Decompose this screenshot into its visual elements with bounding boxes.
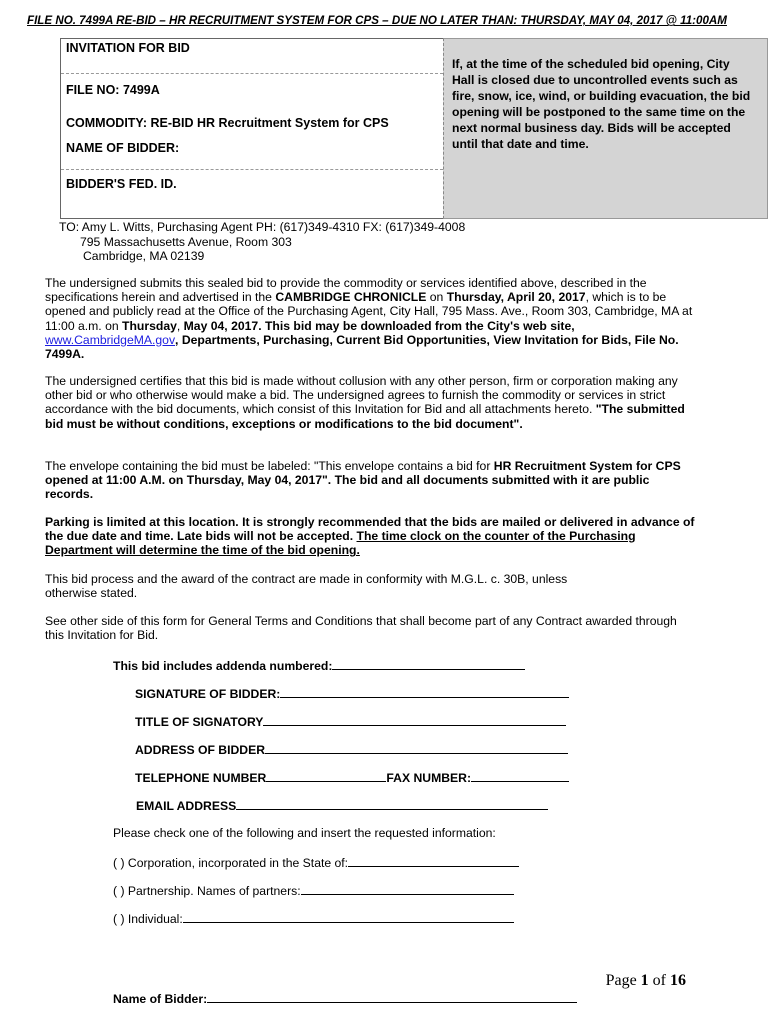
paragraph-certification: The undersigned certifies that this bid is made without collusion with any other person, firm or corporation making any other bid or who otherwise would make a bid. The undersigned agrees to furnish the commodity or services in strict accordance with the bid documents, which consist of this Invitation for Bid and all attachments hereto. "The submitted bid must be without conditions, exceptions or modifications to the bid document". (45, 374, 685, 431)
paragraph-envelope: The envelope containing the bid must be labeled: "This envelope contains a bid for HR Recruitment System for CPS opened at 11:00 A.M. on Thursday, May 04, 2017". The bid and all documents submitted with it are public records. (45, 459, 681, 502)
partnership-input-line[interactable] (301, 882, 514, 895)
telephone-input-line[interactable] (266, 769, 386, 782)
invitation-title: INVITATION FOR BID (66, 41, 190, 55)
paragraph-parking: Parking is limited at this location. It is strongly recommended that the bids are mailed or delivered in advance of the due date and time. Late bids will not be accepted. The time clock on the counter of the Purchasing Department will determine the time of the bid opening. (45, 515, 695, 558)
name-of-bidder-label: NAME OF BIDDER: (66, 141, 180, 155)
fax-input-line[interactable] (471, 769, 569, 782)
individual-input-line[interactable] (183, 910, 514, 923)
paragraph-mgl: This bid process and the award of the contract are made in conformity with M.G.L. c. 30B, unless otherwise stated. (45, 572, 568, 601)
address-field: ADDRESS OF BIDDER (135, 741, 568, 757)
website-link[interactable]: www.CambridgeMA.gov (45, 332, 176, 347)
check-prompt: Please check one of the following and insert the requested information: (113, 826, 496, 840)
file-number: FILE NO: 7499A (66, 83, 160, 97)
closure-notice-box (443, 38, 768, 219)
title-input-line[interactable] (263, 713, 566, 726)
bid-info-box (60, 38, 444, 219)
to-address-line: 795 Massachusetts Avenue, Room 303 (80, 234, 292, 249)
partnership-option: ( ) Partnership. Names of partners: (113, 882, 514, 898)
to-line: TO: Amy L. Witts, Purchasing Agent PH: (617)349-4310 FX: (617)349-4008 (59, 220, 466, 234)
to-city-line: Cambridge, MA 02139 (83, 249, 205, 263)
corporation-option: ( ) Corporation, incorporated in the State of: (113, 854, 519, 870)
individual-option: ( ) Individual: (113, 910, 514, 926)
to-block (59, 220, 465, 264)
bottom-name-input-line[interactable] (207, 990, 577, 1003)
email-input-line[interactable] (236, 797, 548, 810)
document-header: FILE NO. 7499A RE-BID – HR RECRUITMENT SYSTEM FOR CPS – DUE NO LATER THAN: THURSDAY, MAY 04, 2017 @ 11:00AM (27, 14, 727, 27)
commodity: COMMODITY: RE-BID HR Recruitment System for CPS (66, 116, 389, 130)
addenda-input-line[interactable] (332, 657, 525, 670)
title-field: TITLE OF SIGNATORY (135, 713, 566, 729)
email-field: EMAIL ADDRESS (136, 797, 548, 813)
bottom-name-of-bidder-field: Name of Bidder: (113, 990, 577, 1006)
paragraph-terms: See other side of this form for General Terms and Conditions that shall become part of any Contract awarded through this Invitation for Bid. (45, 614, 677, 643)
phone-fax-field: TELEPHONE NUMBER FAX NUMBER: (135, 769, 569, 785)
corporation-input-line[interactable] (348, 854, 519, 867)
addenda-field: This bid includes addenda numbered: (113, 657, 525, 673)
closure-notice: If, at the time of the scheduled bid opening, City Hall is closed due to uncontrolled events such as fire, snow, ice, wind, or building evacuation, the bid opening will be postponed to the same time on the next normal business day. Bids will be accepted until that date and time. (452, 57, 751, 151)
paragraph-submission: The undersigned submits this sealed bid to provide the commodity or services identified above, described in the specifications herein and advertised in the CAMBRIDGE CHRONICLE on Thursday, April 20, 2017, which is to be opened and publicly read at the Office of the Purchasing Agent, City Hall, 795 Mass. Ave., Room 303, Cambridge, MA at 11:00 a.m. on Thursday, May 04, 2017. This bid may be downloaded from the City's web site, www.CambridgeMA.gov, Departments, Purchasing, Current Bid Opportunities, View Invitation for Bids, File No. 7499A. (45, 276, 693, 362)
signature-input-line[interactable] (280, 685, 569, 698)
signature-field: SIGNATURE OF BIDDER: (135, 685, 569, 701)
fed-id-label: BIDDER'S FED. ID. (66, 177, 177, 191)
address-input-line[interactable] (265, 741, 568, 754)
page-number: Page 1 of 16 (605, 972, 686, 989)
